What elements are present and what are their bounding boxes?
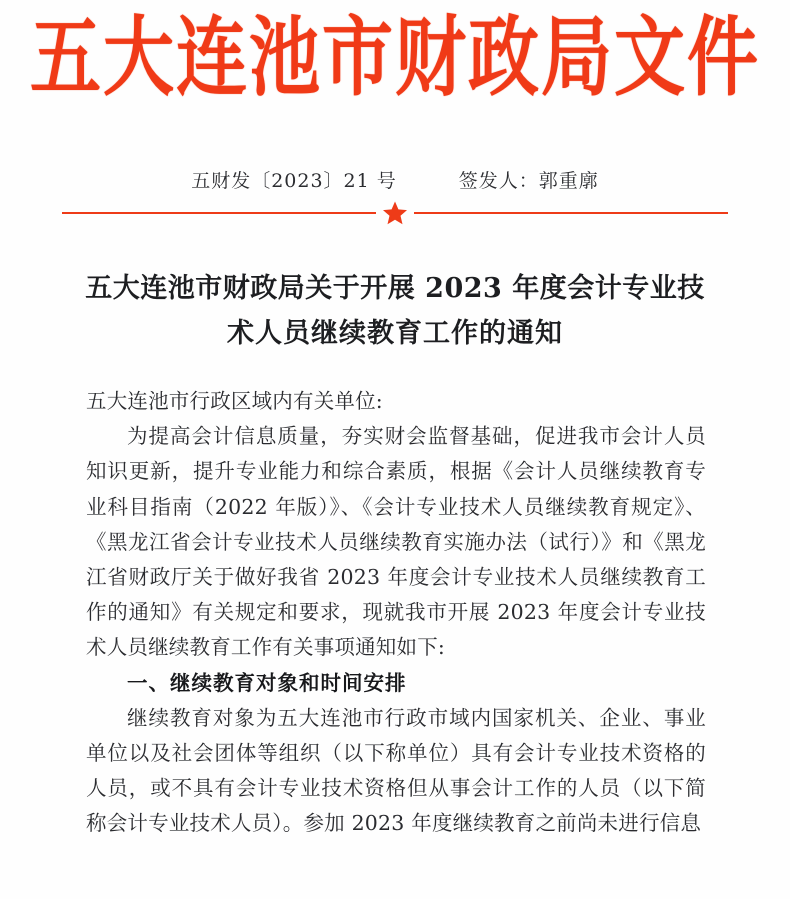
body-paragraph-1: 为提高会计信息质量，夯实财会监督基础，促进我市会计人员知识更新，提升专业能力和综合素质，根据《会计人员继续教育专业科目指南（2022 年版）》、《会计专业技术人员继续教育规定》、《黑龙江省会计专业技术人员继续教育实施办法（试行）》和《黑龙江省财政厅关于做好我省 2023 年度会计专业技术人员继续教育工作的通知》有关规定和要求，现就我市开展 2023 年度会计专业技术人员继续教育工作有关事项通知如下: [86,424,706,660]
document-title-line-2: 术人员继续教育工作的通知 [227,318,563,349]
red-star-icon [382,200,408,226]
document-title-line-1: 五大连池市财政局关于开展 2023 年度会计专业技 [85,273,705,304]
salutation: 五大连池市行政区域内有关单位: [86,389,383,413]
separator-line-right [414,212,728,214]
document-body [86,384,706,842]
masthead [0,5,790,108]
document-title [80,266,710,356]
masthead-title: 五大连池市财政局文件 [29,5,760,108]
section-1-heading: 一、继续教育对象和时间安排 [127,670,407,695]
signer-label: 签发人：郭重廓 [458,170,599,192]
document-number: 五财发〔2023〕21 号 [191,170,397,192]
red-separator [62,202,728,224]
document-number-row [0,166,790,193]
section-1-paragraph: 继续教育对象为五大连池市行政市域内国家机关、企业、事业单位以及社会团体等组织（以下称单位）具有会计专业技术资格的人员，或不具有会计专业技术资格但从事会计工作的人员（以下简称会计专业技术人员）。参加 2023 年度继续教育之前尚未进行信息 [86,705,706,836]
separator-line-left [62,212,376,214]
